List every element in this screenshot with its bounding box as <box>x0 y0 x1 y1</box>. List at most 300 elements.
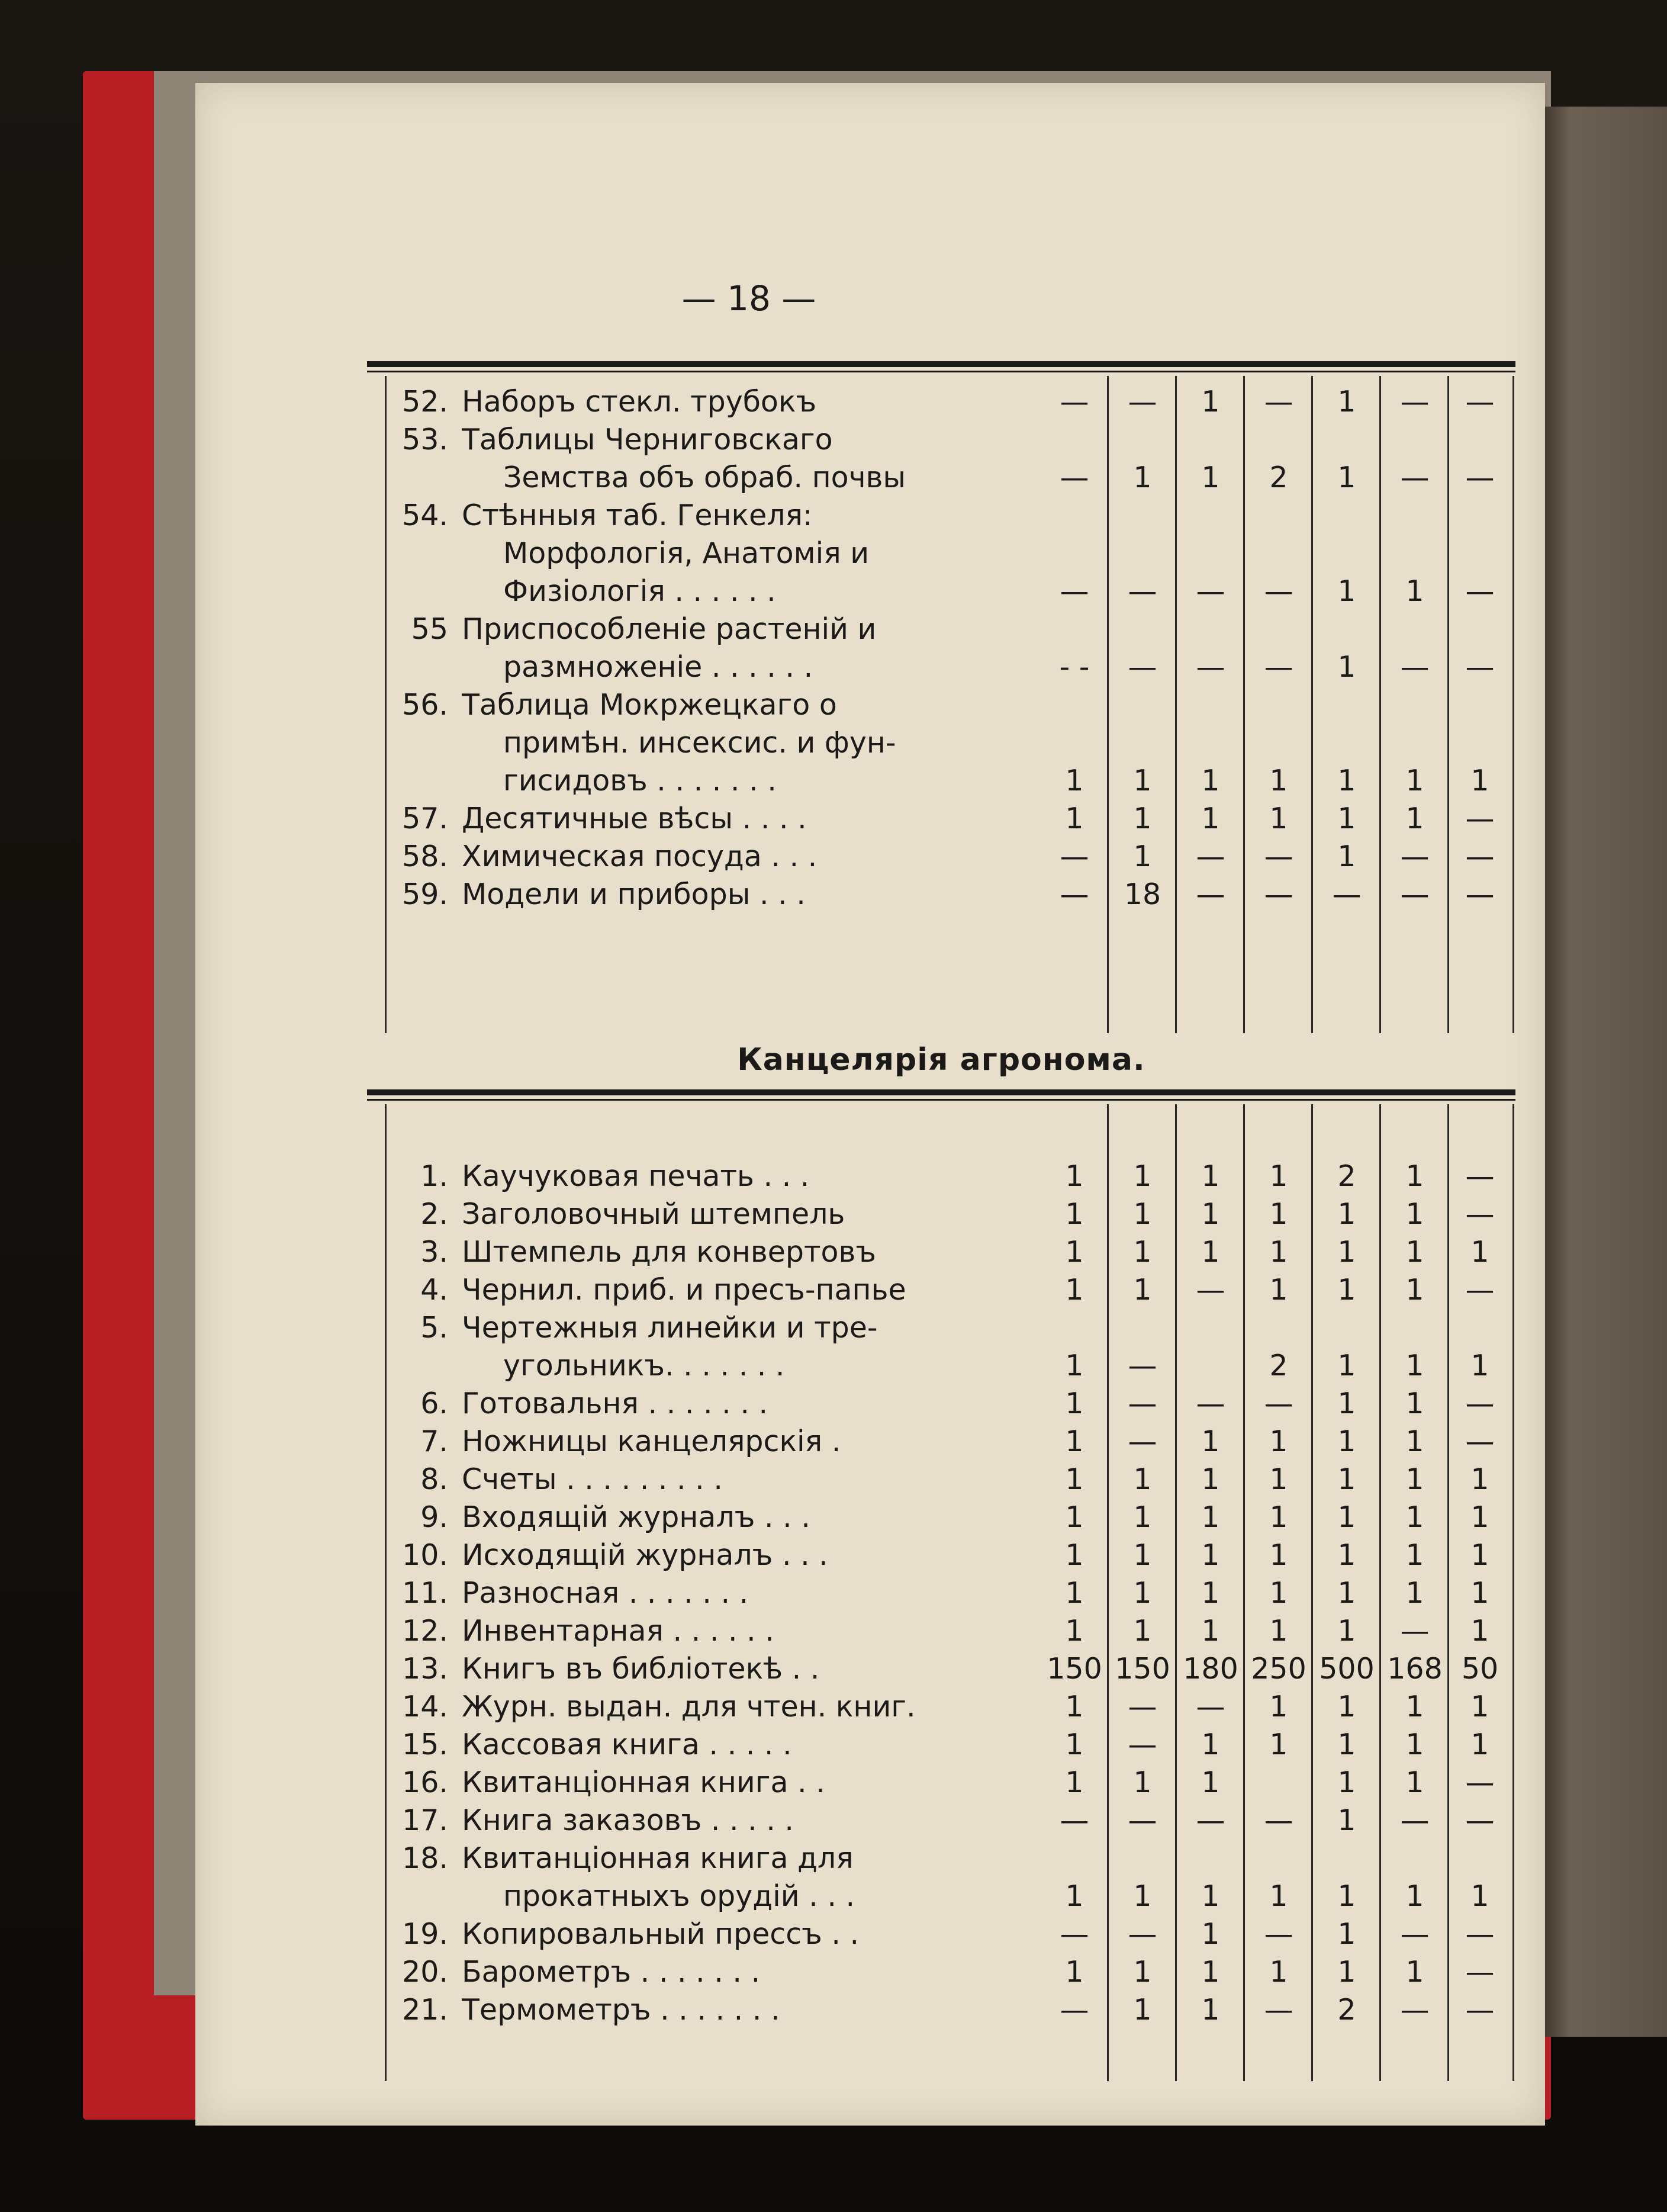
item-label: Квитанціонная книга . . <box>462 1766 825 1799</box>
item-label: Счеты . . . . . . . . . <box>462 1462 723 1496</box>
quantity-cell: 1 <box>1337 1766 1356 1799</box>
item-label: Приспособленіе растеній и <box>462 612 877 646</box>
table-row <box>367 724 1515 762</box>
quantity-cell: 1 <box>1470 1349 1489 1382</box>
quantity-cell: 1 <box>1470 764 1489 798</box>
item-label: Чертежныя линейки и тре- <box>462 1311 878 1345</box>
quantity-cell: 1 <box>1065 1273 1084 1307</box>
item-label: Десятичные вѣсы . . . . <box>462 802 807 835</box>
quantity-cell: — <box>1128 574 1157 608</box>
quantity-cell: — <box>1465 840 1495 873</box>
quantity-cell: 1 <box>1133 802 1152 835</box>
quantity-cell: 1 <box>1470 1576 1489 1610</box>
quantity-cell: 1 <box>1201 1879 1220 1913</box>
row-number: 5. <box>420 1311 448 1345</box>
quantity-cell: 1 <box>1201 1955 1220 1989</box>
quantity-cell: 1 <box>1337 764 1356 798</box>
quantity-cell: 1 <box>1133 1766 1152 1799</box>
quantity-cell: — <box>1128 1803 1157 1837</box>
top-rule-thin <box>367 371 1515 372</box>
table-row <box>367 1764 1515 1802</box>
item-label: Инвентарная . . . . . . <box>462 1614 774 1648</box>
quantity-cell: 1 <box>1337 574 1356 608</box>
table-row <box>367 1271 1515 1309</box>
quantity-cell: — <box>1400 877 1430 911</box>
table-row <box>367 800 1515 838</box>
quantity-cell: — <box>1060 840 1089 873</box>
row-number: 7. <box>420 1425 448 1458</box>
quantity-cell: 1 <box>1133 1614 1152 1648</box>
quantity-cell: — <box>1465 1425 1495 1458</box>
quantity-cell: — <box>1465 1993 1495 2027</box>
quantity-cell: 1 <box>1065 1425 1084 1458</box>
table-row <box>367 1574 1515 1612</box>
quantity-cell: 1 <box>1337 1235 1356 1269</box>
table-row <box>367 762 1515 800</box>
quantity-cell: — <box>1264 385 1293 419</box>
item-label: Наборъ стекл. трубокъ <box>462 385 817 419</box>
quantity-cell: 1 <box>1405 1538 1424 1572</box>
quantity-cell: 1 <box>1269 1235 1288 1269</box>
quantity-cell: 1 <box>1405 1349 1424 1382</box>
quantity-cell: 1 <box>1470 1690 1489 1724</box>
quantity-cell: 1 <box>1405 764 1424 798</box>
quantity-cell: 1 <box>1065 1879 1084 1913</box>
item-label: Книга заказовъ . . . . . <box>462 1803 794 1837</box>
quantity-cell: 1 <box>1269 1879 1288 1913</box>
quantity-cell: — <box>1465 1803 1495 1837</box>
item-label: Каучуковая печать . . . <box>462 1159 810 1193</box>
quantity-cell: — <box>1060 1993 1089 2027</box>
quantity-cell: — <box>1400 1803 1430 1837</box>
quantity-cell: 1 <box>1201 1159 1220 1193</box>
next-page-edge <box>1539 107 1667 2037</box>
quantity-cell: — <box>1060 1917 1089 1951</box>
quantity-cell: 1 <box>1065 1349 1084 1382</box>
quantity-cell: 1 <box>1201 385 1220 419</box>
table-row <box>367 1309 1515 1347</box>
row-number: 57. <box>402 802 448 835</box>
quantity-cell: 180 <box>1183 1652 1238 1686</box>
quantity-cell: — <box>1264 650 1293 684</box>
quantity-cell: — <box>1060 574 1089 608</box>
quantity-cell: — <box>1400 1614 1430 1648</box>
quantity-cell: 1 <box>1337 1576 1356 1610</box>
quantity-cell: — <box>1465 385 1495 419</box>
quantity-cell: 1 <box>1201 1576 1220 1610</box>
quantity-cell: 1 <box>1470 1538 1489 1572</box>
quantity-cell: — <box>1400 650 1430 684</box>
quantity-cell: — <box>1264 877 1293 911</box>
quantity-cell: — <box>1196 1387 1225 1420</box>
table-row <box>367 1650 1515 1688</box>
quantity-cell: 1 <box>1065 1766 1084 1799</box>
quantity-cell: 1 <box>1133 1235 1152 1269</box>
row-number: 12. <box>402 1614 448 1648</box>
quantity-cell: 1 <box>1201 802 1220 835</box>
quantity-cell: 1 <box>1201 461 1220 494</box>
section-title: Канцелярія агронома. <box>737 1042 1145 1078</box>
quantity-cell: 1 <box>1405 1197 1424 1231</box>
table-row <box>367 1499 1515 1536</box>
quantity-cell: — <box>1465 1197 1495 1231</box>
table-row <box>367 383 1515 421</box>
quantity-cell: — <box>1264 1993 1293 2027</box>
quantity-cell: — <box>1060 1803 1089 1837</box>
quantity-cell: 1 <box>1065 1690 1084 1724</box>
quantity-cell: 1 <box>1405 1273 1424 1307</box>
item-label: угольникъ. . . . . . . <box>503 1349 785 1382</box>
quantity-cell: — <box>1196 1690 1225 1724</box>
row-number: 58. <box>402 840 448 873</box>
quantity-cell: — <box>1196 574 1225 608</box>
table-row <box>367 421 1515 459</box>
row-number: 10. <box>402 1538 448 1572</box>
quantity-cell: — <box>1196 650 1225 684</box>
row-number: 21. <box>402 1993 448 2027</box>
quantity-cell: 1 <box>1337 1803 1356 1837</box>
quantity-cell: 1 <box>1201 1425 1220 1458</box>
quantity-cell: — <box>1332 877 1362 911</box>
quantity-cell: 1 <box>1269 802 1288 835</box>
quantity-cell: — <box>1400 840 1430 873</box>
item-label: Готовальня . . . . . . . <box>462 1387 768 1420</box>
quantity-cell: 1 <box>1269 1159 1288 1193</box>
quantity-cell: 1 <box>1133 1159 1152 1193</box>
quantity-cell: 1 <box>1337 1387 1356 1420</box>
table-row <box>367 876 1515 914</box>
row-number: 20. <box>402 1955 448 1989</box>
table-row <box>367 686 1515 724</box>
item-label: Химическая посуда . . . <box>462 840 818 873</box>
table-row <box>367 1158 1515 1195</box>
row-number: 56. <box>402 688 448 722</box>
quantity-cell: 1 <box>1133 1955 1152 1989</box>
quantity-cell: 1 <box>1201 1614 1220 1648</box>
quantity-cell: 1 <box>1201 1917 1220 1951</box>
table-row <box>367 1347 1515 1385</box>
inventory-table-1 <box>367 376 1515 1033</box>
quantity-cell: 150 <box>1047 1652 1102 1686</box>
quantity-cell: 1 <box>1337 1197 1356 1231</box>
quantity-cell: — <box>1465 1387 1495 1420</box>
quantity-cell: — <box>1060 461 1089 494</box>
quantity-cell: 1 <box>1405 1879 1424 1913</box>
item-label: Штемпель для конвертовъ <box>462 1235 877 1269</box>
row-number: 2. <box>420 1197 448 1231</box>
quantity-cell: 1 <box>1133 1273 1152 1307</box>
quantity-cell: 1 <box>1065 1955 1084 1989</box>
table-row <box>367 1233 1515 1271</box>
section-rule <box>367 1089 1515 1095</box>
quantity-cell: — <box>1128 1917 1157 1951</box>
quantity-cell: 2 <box>1269 461 1288 494</box>
quantity-cell: — <box>1465 650 1495 684</box>
item-label: Копировальный прессъ . . <box>462 1917 860 1951</box>
section-rule-thin <box>367 1099 1515 1101</box>
quantity-cell: 1 <box>1269 1273 1288 1307</box>
quantity-cell: 1 <box>1133 840 1152 873</box>
quantity-cell: — <box>1465 1766 1495 1799</box>
quantity-cell: 1 <box>1337 1728 1356 1761</box>
quantity-cell: 1 <box>1337 461 1356 494</box>
quantity-cell: — <box>1128 385 1157 419</box>
item-label: Заголовочный штемпель <box>462 1197 845 1231</box>
item-label: Термометръ . . . . . . . <box>462 1993 780 2027</box>
quantity-cell: 1 <box>1065 1235 1084 1269</box>
item-label: прокатныхъ орудій . . . <box>503 1879 855 1913</box>
quantity-cell: 1 <box>1405 1955 1424 1989</box>
quantity-cell: 1 <box>1269 1197 1288 1231</box>
quantity-cell: — <box>1128 1690 1157 1724</box>
quantity-cell: 1 <box>1065 1500 1084 1534</box>
quantity-cell: 1 <box>1405 1387 1424 1420</box>
row-number: 4. <box>420 1273 448 1307</box>
quantity-cell: 1 <box>1470 1462 1489 1496</box>
quantity-cell: — <box>1465 1159 1495 1193</box>
row-number: 14. <box>402 1690 448 1724</box>
row-number: 11. <box>402 1576 448 1610</box>
quantity-cell: 1 <box>1269 1614 1288 1648</box>
quantity-cell: — <box>1465 574 1495 608</box>
quantity-cell: 1 <box>1405 1159 1424 1193</box>
quantity-cell: 1 <box>1269 1728 1288 1761</box>
table-row <box>367 1536 1515 1574</box>
row-number: 15. <box>402 1728 448 1761</box>
item-label: Квитанціонная книга для <box>462 1841 854 1875</box>
table-row <box>367 1726 1515 1764</box>
row-number: 3. <box>420 1235 448 1269</box>
quantity-cell: 1 <box>1201 1728 1220 1761</box>
item-label: Барометръ . . . . . . . <box>462 1955 761 1989</box>
quantity-cell: — <box>1264 840 1293 873</box>
item-label: Ножницы канцелярскія . <box>462 1425 841 1458</box>
item-label: Модели и приборы . . . <box>462 877 806 911</box>
quantity-cell: — <box>1465 1273 1495 1307</box>
quantity-cell: 18 <box>1124 877 1161 911</box>
item-label: Кассовая книга . . . . . <box>462 1728 792 1761</box>
quantity-cell: 1 <box>1269 1576 1288 1610</box>
quantity-cell: 1 <box>1269 1955 1288 1989</box>
table-row <box>367 1991 1515 2029</box>
quantity-cell: 1 <box>1201 1235 1220 1269</box>
row-number: 59. <box>402 877 448 911</box>
office-inventory-table <box>367 1104 1515 2081</box>
quantity-cell: 1 <box>1065 1728 1084 1761</box>
quantity-cell: 1 <box>1065 1387 1084 1420</box>
quantity-cell: 1 <box>1337 385 1356 419</box>
quantity-cell: 1 <box>1405 574 1424 608</box>
quantity-cell: — <box>1465 802 1495 835</box>
quantity-cell: — <box>1400 461 1430 494</box>
quantity-cell: 1 <box>1470 1879 1489 1913</box>
quantity-cell: 1 <box>1065 1462 1084 1496</box>
quantity-cell: 1 <box>1405 802 1424 835</box>
quantity-cell: — <box>1400 1917 1430 1951</box>
quantity-cell: 1 <box>1201 1462 1220 1496</box>
book-page <box>195 83 1545 2126</box>
quantity-cell: — <box>1196 1803 1225 1837</box>
quantity-cell: 1 <box>1405 1576 1424 1610</box>
quantity-cell: — <box>1264 1803 1293 1837</box>
table-row <box>367 1802 1515 1840</box>
quantity-cell: 1 <box>1337 840 1356 873</box>
quantity-cell: — <box>1400 1993 1430 2027</box>
item-label: Таблица Мокржецкаго о <box>462 688 837 722</box>
row-number: 6. <box>420 1387 448 1420</box>
quantity-cell: — <box>1465 461 1495 494</box>
item-label: Входящій журналъ . . . <box>462 1500 810 1534</box>
item-label: Книгъ въ библіотекѣ . . <box>462 1652 820 1686</box>
quantity-cell: 1 <box>1133 1538 1152 1572</box>
item-label: Чернил. приб. и пресъ-папье <box>462 1273 906 1307</box>
quantity-cell: — <box>1128 1728 1157 1761</box>
quantity-cell: 1 <box>1337 1917 1356 1951</box>
table-row <box>367 573 1515 610</box>
quantity-cell: 1 <box>1269 1500 1288 1534</box>
row-number: 53. <box>402 423 448 456</box>
table-row <box>367 838 1515 876</box>
table-row <box>367 1461 1515 1499</box>
quantity-cell: 1 <box>1065 1614 1084 1648</box>
quantity-cell: 1 <box>1201 1538 1220 1572</box>
table-row <box>367 1385 1515 1423</box>
row-number: 52. <box>402 385 448 419</box>
quantity-cell: — <box>1465 1917 1495 1951</box>
quantity-cell: — <box>1264 1387 1293 1420</box>
quantity-cell: 2 <box>1337 1159 1356 1193</box>
quantity-cell: 1 <box>1337 1273 1356 1307</box>
quantity-cell: — <box>1128 1349 1157 1382</box>
quantity-cell: 1 <box>1133 764 1152 798</box>
table-row <box>367 535 1515 573</box>
quantity-cell: 1 <box>1065 802 1084 835</box>
quantity-cell: 1 <box>1337 1879 1356 1913</box>
table-row <box>367 459 1515 497</box>
quantity-cell: — <box>1465 877 1495 911</box>
quantity-cell: 1 <box>1201 764 1220 798</box>
row-number: 19. <box>402 1917 448 1951</box>
quantity-cell: 1 <box>1337 1690 1356 1724</box>
quantity-cell: 1 <box>1337 802 1356 835</box>
table-row <box>367 1612 1515 1650</box>
quantity-cell: 1 <box>1065 1538 1084 1572</box>
table-row <box>367 1915 1515 1953</box>
quantity-cell: 1 <box>1337 1462 1356 1496</box>
row-number: 13. <box>402 1652 448 1686</box>
table-row <box>367 648 1515 686</box>
quantity-cell: 2 <box>1337 1993 1356 2027</box>
quantity-cell: 1 <box>1470 1500 1489 1534</box>
quantity-cell: — <box>1060 385 1089 419</box>
table-row <box>367 497 1515 535</box>
quantity-cell: 2 <box>1269 1349 1288 1382</box>
quantity-cell: 1 <box>1405 1462 1424 1496</box>
item-label: Разносная . . . . . . . <box>462 1576 749 1610</box>
item-label: Таблицы Черниговскаго <box>462 423 833 456</box>
item-label: примѣн. инсексис. и фун- <box>503 726 896 760</box>
quantity-cell: 1 <box>1269 764 1288 798</box>
quantity-cell: 1 <box>1065 1197 1084 1231</box>
quantity-cell: 1 <box>1470 1728 1489 1761</box>
quantity-cell: 1 <box>1133 1197 1152 1231</box>
quantity-cell: 1 <box>1133 1500 1152 1534</box>
quantity-cell: — <box>1196 1273 1225 1307</box>
quantity-cell: 1 <box>1133 461 1152 494</box>
row-number: 17. <box>402 1803 448 1837</box>
quantity-cell: 168 <box>1387 1652 1443 1686</box>
quantity-cell: — <box>1128 1387 1157 1420</box>
quantity-cell: — <box>1264 574 1293 608</box>
quantity-cell: 1 <box>1269 1690 1288 1724</box>
quantity-cell: 1 <box>1405 1728 1424 1761</box>
quantity-cell: 1 <box>1405 1235 1424 1269</box>
item-label: Стѣнныя таб. Генкеля: <box>462 499 813 532</box>
quantity-cell: 1 <box>1269 1538 1288 1572</box>
quantity-cell: 1 <box>1133 1993 1152 2027</box>
quantity-cell: 1 <box>1133 1576 1152 1610</box>
item-label: размноженіе . . . . . . <box>503 650 813 684</box>
quantity-cell: 1 <box>1133 1879 1152 1913</box>
quantity-cell: 1 <box>1337 1614 1356 1648</box>
quantity-cell: 1 <box>1470 1235 1489 1269</box>
quantity-cell: — <box>1400 385 1430 419</box>
quantity-cell: 1 <box>1269 1425 1288 1458</box>
quantity-cell: 1 <box>1337 650 1356 684</box>
item-label: Исходящій журналъ . . . <box>462 1538 828 1572</box>
item-label: Земства объ обраб. почвы <box>503 461 906 494</box>
quantity-cell: 1 <box>1201 1197 1220 1231</box>
quantity-cell: 1 <box>1405 1500 1424 1534</box>
item-label: Журн. выдан. для чтен. книг. <box>462 1690 916 1724</box>
quantity-cell: 1 <box>1201 1993 1220 2027</box>
quantity-cell: 50 <box>1461 1652 1499 1686</box>
quantity-cell: 1 <box>1065 764 1084 798</box>
table-row <box>367 1953 1515 1991</box>
row-number: 8. <box>420 1462 448 1496</box>
quantity-cell: — <box>1196 840 1225 873</box>
quantity-cell: 1 <box>1337 1538 1356 1572</box>
row-number: 54. <box>402 499 448 532</box>
row-number: 9. <box>420 1500 448 1534</box>
quantity-cell: — <box>1196 877 1225 911</box>
row-number: 18. <box>402 1841 448 1875</box>
row-number: 55 <box>411 612 448 646</box>
quantity-cell: — <box>1465 1955 1495 1989</box>
table-row <box>367 1688 1515 1726</box>
quantity-cell: 1 <box>1405 1690 1424 1724</box>
row-number: 1. <box>420 1159 448 1193</box>
quantity-cell: 1 <box>1133 1462 1152 1496</box>
table-row <box>367 1423 1515 1461</box>
quantity-cell: 1 <box>1269 1462 1288 1496</box>
quantity-cell: 150 <box>1115 1652 1170 1686</box>
top-rule <box>367 361 1515 367</box>
table-row <box>367 1195 1515 1233</box>
table-row <box>367 1840 1515 1877</box>
page-number: — 18 — <box>681 278 816 319</box>
quantity-cell: — <box>1060 877 1089 911</box>
quantity-cell: 500 <box>1319 1652 1375 1686</box>
quantity-cell: 1 <box>1470 1614 1489 1648</box>
quantity-cell: 1 <box>1337 1955 1356 1989</box>
quantity-cell: — <box>1128 650 1157 684</box>
quantity-cell: — <box>1128 1425 1157 1458</box>
quantity-cell: 1 <box>1065 1159 1084 1193</box>
quantity-cell: 1 <box>1201 1766 1220 1799</box>
quantity-cell: 1 <box>1337 1500 1356 1534</box>
quantity-cell: 1 <box>1337 1425 1356 1458</box>
